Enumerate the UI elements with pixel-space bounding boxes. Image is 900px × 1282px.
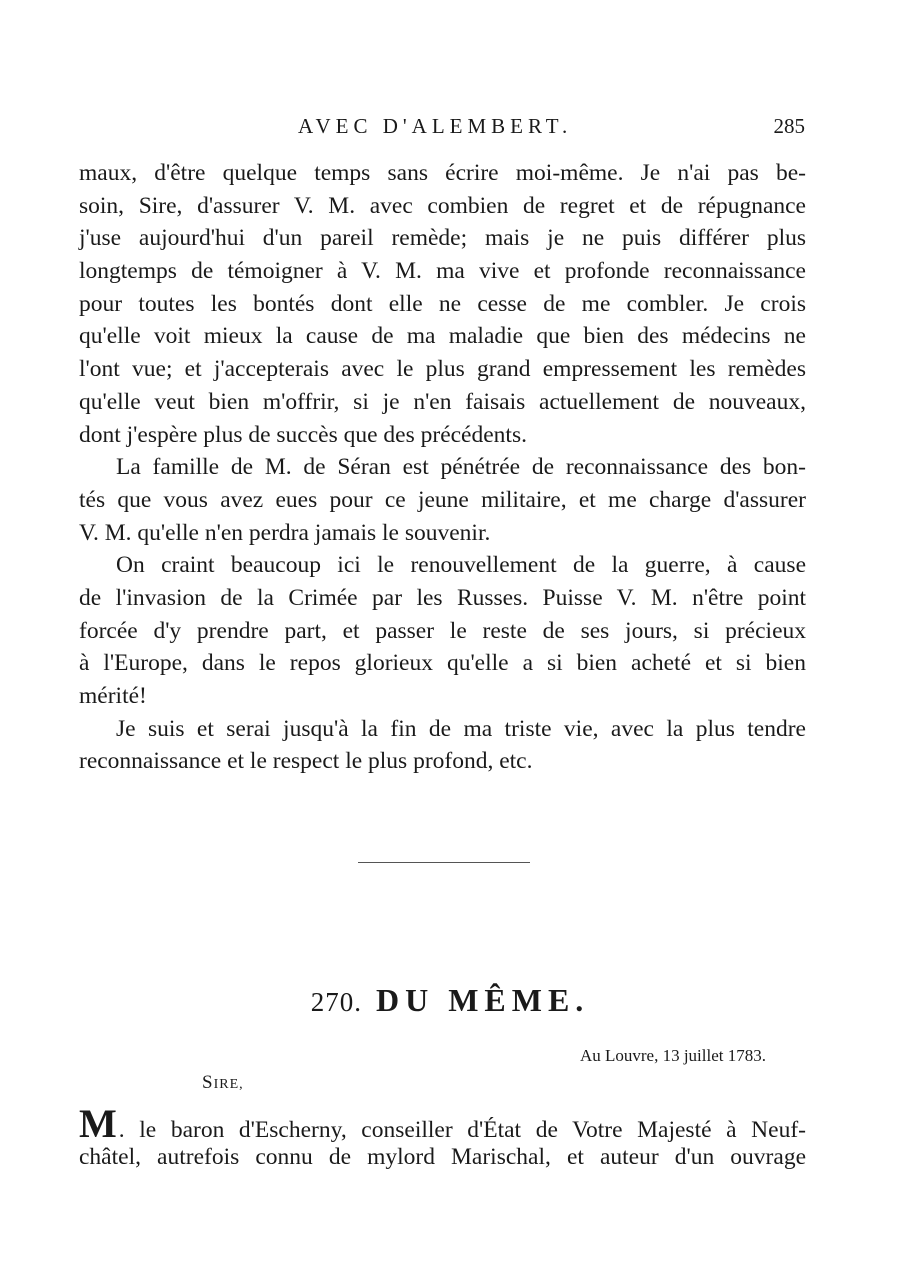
text-line: mérité! <box>79 683 147 709</box>
text-line: j'use aujourd'hui d'un pareil remède; mais je ne puis différer plus <box>79 225 806 252</box>
dateline: Au Louvre, 13 juillet 1783. <box>579 1046 766 1065</box>
text-line: pour toutes les bontés dont elle ne cesse de me combler. Je crois <box>79 290 806 317</box>
text-line: l'ont vue; et j'accepterais avec le plus grand empressement les remèdes <box>79 356 806 383</box>
letter-body <box>79 1101 806 1173</box>
letter-heading <box>0 982 900 1019</box>
letter-number: 270. <box>310 987 362 1017</box>
salutation <box>202 1072 244 1094</box>
section-divider <box>358 862 530 863</box>
text-line: V. M. qu'elle n'en perdra jamais le souvenir. <box>79 519 491 546</box>
text-line: longtemps de témoigner à V. M. ma vive et profonde reconnaissance <box>79 258 806 285</box>
text-line: qu'elle voit mieux la cause de ma maladie que bien des médecins ne <box>79 323 806 350</box>
paragraph-start-line: Je suis et serai jusqu'à la fin de ma triste vie, avec la plus tendre <box>116 715 806 742</box>
text-line: châtel, autrefois connu de mylord Marischal, et auteur d'un ouvrage <box>79 1143 806 1170</box>
text-line: maux, d'être quelque temps sans écrire moi-même. Je n'ai pas be- <box>79 160 806 186</box>
text-line-rest: . le baron d'Escherny, conseiller d'État de Votre Majesté à Neuf- <box>118 1117 806 1143</box>
text-line: forcée d'y prendre part, et passer le reste de ses jours, si précieux <box>79 617 806 644</box>
text-line: soin, Sire, d'assurer V. M. avec combien de regret et de répugnance <box>79 192 806 219</box>
running-title: AVEC D'ALEMBERT. <box>298 114 573 138</box>
text-line: tés que vous avez eues pour ce jeune militaire, et me charge d'assurer <box>79 486 806 513</box>
salutation-rest: IRE, <box>213 1077 244 1092</box>
drop-cap: M <box>79 1101 117 1146</box>
text-line <box>79 1101 806 1146</box>
paragraph-start-line: La famille de M. de Séran est pénétrée de reconnaissance des bon- <box>116 454 806 481</box>
letter-title: DU MÊME. <box>375 982 590 1018</box>
text-line: dont j'espère plus de succès que des précédents. <box>79 421 527 448</box>
paragraph-start-line: On craint beaucoup ici le renouvellement de la guerre, à cause <box>116 552 806 579</box>
letter-continuation <box>79 157 806 778</box>
running-head <box>0 114 900 144</box>
salutation-initial: S <box>202 1072 214 1093</box>
text-line: de l'invasion de la Crimée par les Russes. Puisse V. M. n'être point <box>79 584 806 611</box>
text-line: qu'elle veut bien m'offrir, si je n'en faisais actuellement de nouveaux, <box>79 388 806 415</box>
text-line: reconnaissance et le respect le plus profond, etc. <box>79 748 533 775</box>
text-line: à l'Europe, dans le repos glorieux qu'elle a si bien acheté et si bien <box>79 650 806 677</box>
page-number: 285 <box>773 114 805 138</box>
